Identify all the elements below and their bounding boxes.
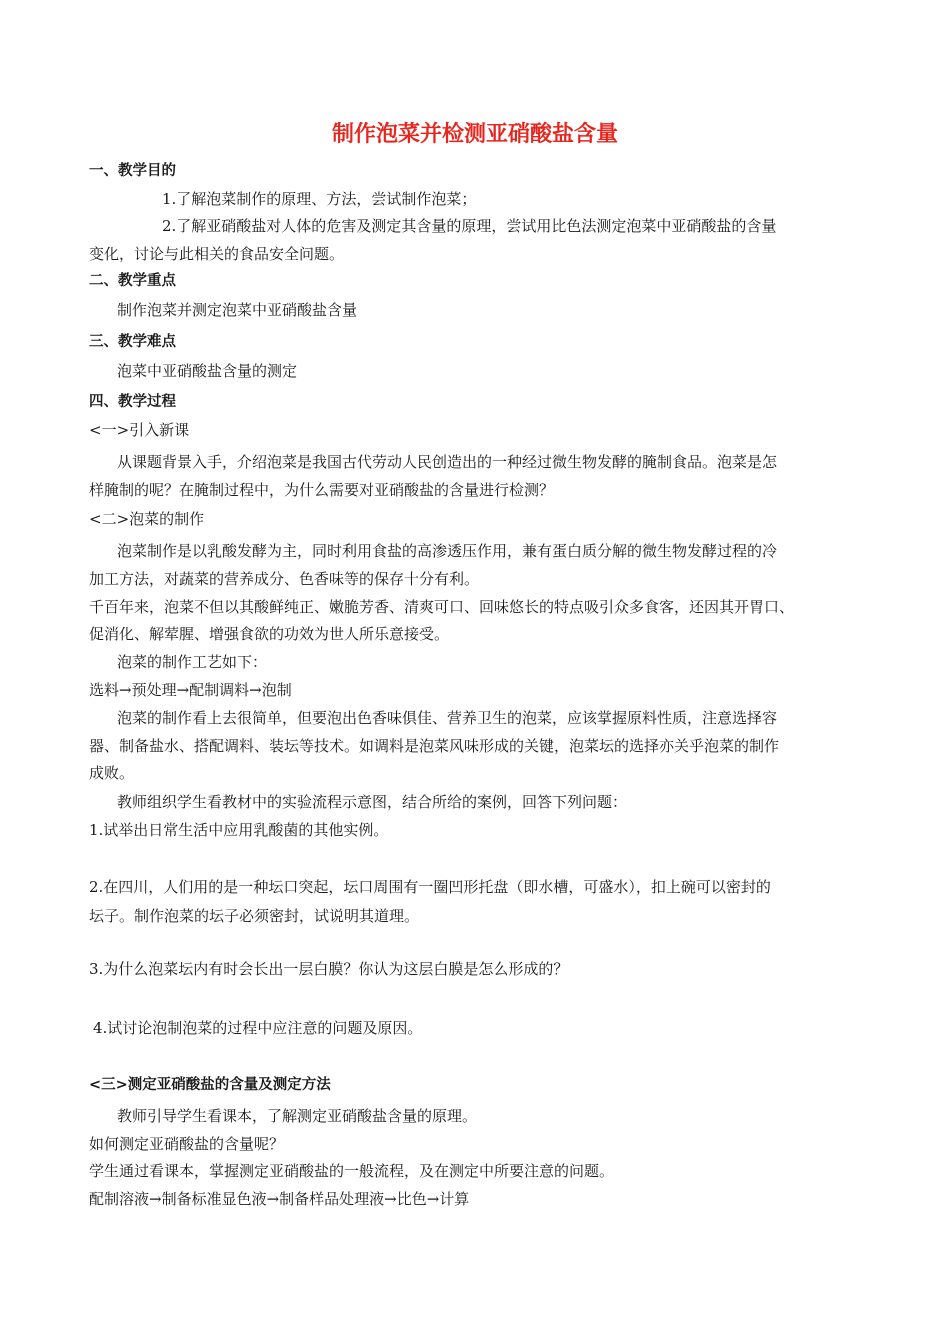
subsection-heading-intro: <一>引入新课	[89, 421, 190, 439]
question-3: 3.为什么泡菜坛内有时会长出一层白膜？你认为这层白膜是怎么形成的？	[89, 960, 569, 978]
making-paragraph-b-line-1: 千百年来，泡菜不但以其酸鲜纯正、嫩脆芳香、清爽可口、回味悠长的特点吸引众多食客，还因其开胃口、	[89, 598, 795, 616]
question-1: 1.试举出日常生活中应用乳酸菌的其他实例。	[89, 821, 389, 839]
subsection-heading-making: <二>泡菜的制作	[89, 510, 205, 528]
key-points-text: 制作泡菜并测定泡菜中亚硝酸盐含量	[117, 301, 358, 319]
measurement-paragraph-b: 如何测定亚硝酸盐的含量呢？	[89, 1135, 285, 1153]
making-process-intro: 泡菜的制作工艺如下：	[117, 653, 268, 671]
objective-item-2-line-1: 2.了解亚硝酸盐对人体的危害及测定其含量的原理，尝试用比色法测定泡菜中亚硝酸盐的含量	[162, 217, 777, 235]
section-heading-objectives: 一、教学目的	[89, 163, 176, 179]
making-paragraph-d-line-3: 成败。	[89, 764, 135, 782]
objective-item-1: 1.了解泡菜制作的原理、方法，尝试制作泡菜；	[162, 190, 477, 208]
page-title: 制作泡菜并检测亚硝酸盐含量	[331, 122, 618, 147]
difficulties-text: 泡菜中亚硝酸盐含量的测定	[117, 362, 298, 380]
question-2-line-1: 2.在四川，人们用的是一种坛口突起，坛口周围有一圈凹形托盘（即水槽，可盛水），扣上碗可以密封的	[89, 878, 771, 896]
making-paragraph-a-line-2: 加工方法，对蔬菜的营养成分、色香味等的保存十分有利。	[89, 570, 480, 588]
making-process-flow: 选料→预处理→配制调料→泡制	[89, 681, 292, 699]
making-paragraph-a-line-1: 泡菜制作是以乳酸发酵为主，同时利用食盐的高渗透压作用，兼有蛋白质分解的微生物发酵过程的冷	[117, 542, 778, 560]
making-paragraph-d-line-1: 泡菜的制作看上去很简单，但要泡出色香味俱佳、营养卫生的泡菜，应该掌握原料性质，注意选择容	[117, 709, 778, 727]
measurement-process-flow: 配制溶液→制备标准显色液→制备样品处理液→比色→计算	[89, 1190, 470, 1208]
section-heading-key-points: 二、教学重点	[89, 273, 176, 289]
intro-paragraph-line-1: 从课题背景入手，介绍泡菜是我国古代劳动人民创造出的一种经过微生物发酵的腌制食品。泡菜是怎	[117, 453, 778, 471]
intro-paragraph-line-2: 样腌制的呢？在腌制过程中，为什么需要对亚硝酸盐的含量进行检测？	[89, 481, 555, 499]
making-paragraph-d-line-2: 器、制备盐水、搭配调料、装坛等技术。如调料是泡菜风味形成的关键，泡菜坛的选择亦关乎泡菜的制作	[89, 737, 780, 755]
making-paragraph-b-line-2: 促消化、解荤腥、增强食欲的功效为世人所乐意接受。	[89, 625, 450, 643]
section-heading-process: 四、教学过程	[89, 394, 176, 410]
subsection-heading-measurement: <三>测定亚硝酸盐的含量及测定方法	[89, 1077, 331, 1093]
section-heading-difficulties: 三、教学难点	[89, 334, 176, 350]
measurement-paragraph-a: 教师引导学生看课本，了解测定亚硝酸盐含量的原理。	[117, 1107, 478, 1125]
question-4: 4.试讨论泡制泡菜的过程中应注意的问题及原因。	[93, 1019, 423, 1037]
making-paragraph-e: 教师组织学生看教材中的实验流程示意图，结合所给的案例，回答下列问题：	[117, 793, 628, 811]
objective-item-2-line-2: 变化，讨论与此相关的食品安全问题。	[89, 245, 345, 263]
measurement-paragraph-c: 学生通过看课本，掌握测定亚硝酸盐的一般流程，及在测定中所要注意的问题。	[89, 1162, 615, 1180]
question-2-line-2: 坛子。制作泡菜的坛子必须密封，试说明其道理。	[89, 907, 420, 925]
